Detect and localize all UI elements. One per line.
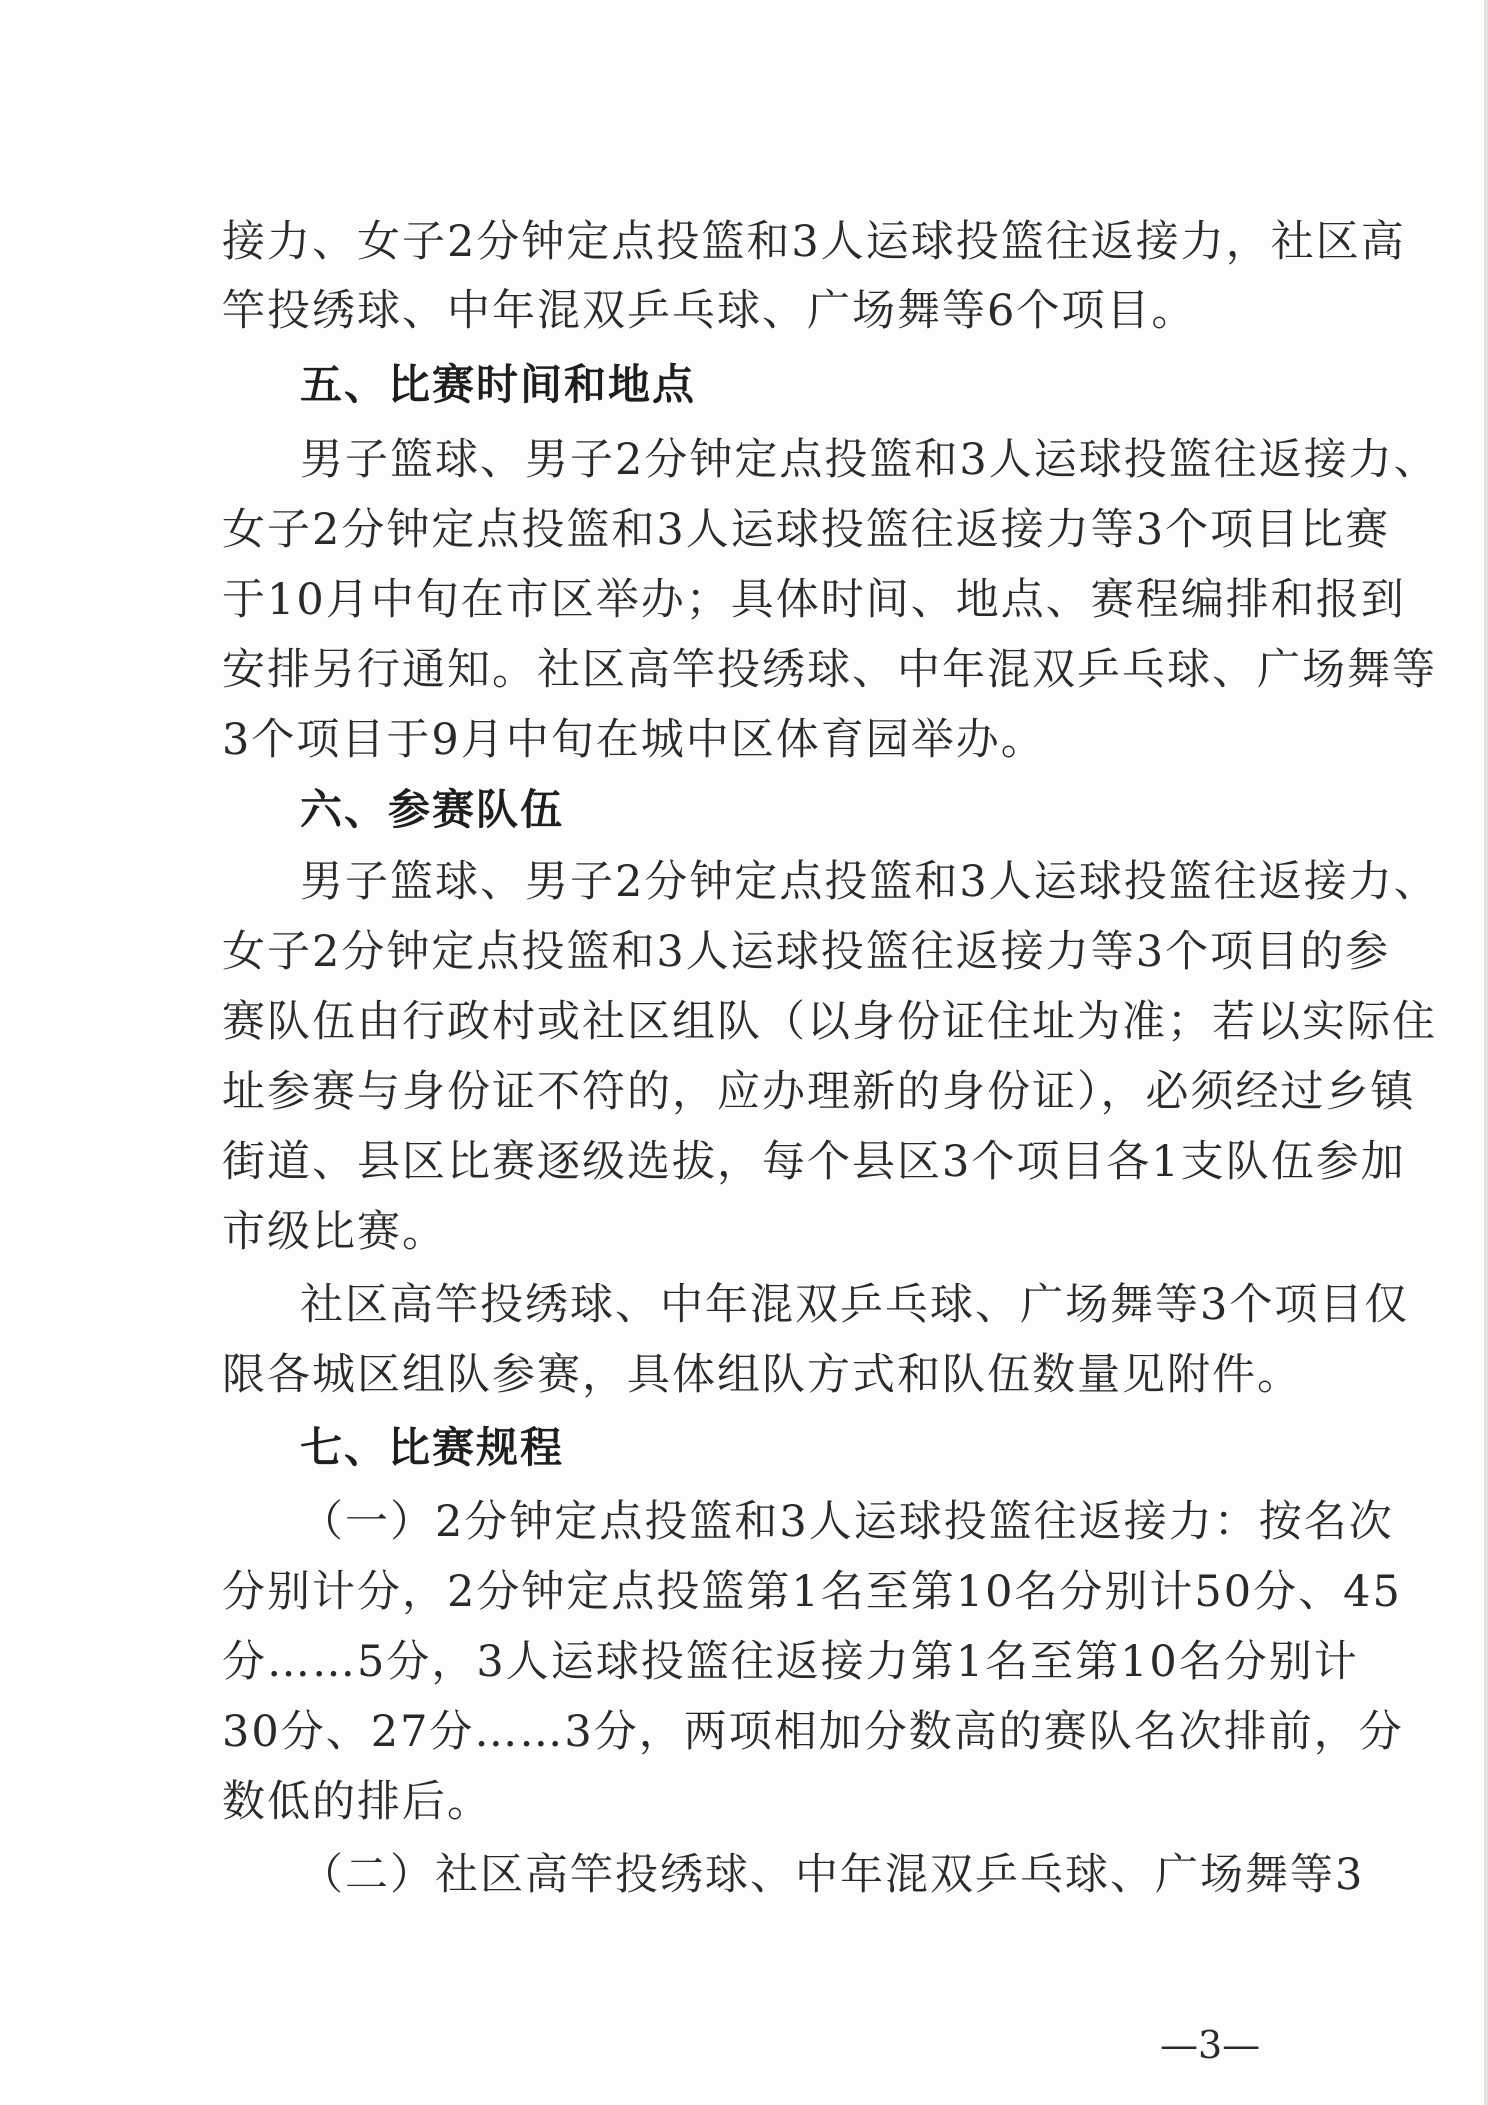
- body-text-line: 竿投绣球、中年混双乒乓球、广场舞等6个项目。: [222, 286, 1197, 336]
- body-text-line: 于10月中旬在市区举办；具体时间、地点、赛程编排和报到: [222, 575, 1406, 625]
- body-text-line: 女子2分钟定点投篮和3人运球投篮往返接力等3个项目的参: [222, 927, 1391, 977]
- body-text-line: 市级比赛。: [222, 1207, 447, 1257]
- section-heading-6: 六、参赛队伍: [300, 785, 565, 834]
- section-heading-7: 七、比赛规程: [300, 1423, 565, 1472]
- body-text-line: 街道、县区比赛逐级选拔，每个县区3个项目各1支队伍参加: [222, 1137, 1406, 1187]
- body-text-line: 数低的排后。: [222, 1777, 492, 1827]
- body-text-line: 安排另行通知。社区高竿投绣球、中年混双乒乓球、广场舞等: [222, 645, 1437, 695]
- body-text-line: 分……5分，3人运球投篮往返接力第1名至第10名分别计: [222, 1637, 1359, 1687]
- page-number: —3—: [1160, 2023, 1261, 2067]
- body-text-line: 限各城区组队参赛，具体组队方式和队伍数量见附件。: [222, 1350, 1302, 1400]
- section-heading-5: 五、比赛时间和地点: [300, 360, 697, 409]
- body-text-line: 3个项目于9月中旬在城中区体育园举办。: [222, 715, 1046, 765]
- body-text-line: 男子篮球、男子2分钟定点投篮和3人运球投篮往返接力、: [300, 857, 1439, 907]
- body-text-line: （二）社区高竿投绣球、中年混双乒乓球、广场舞等3: [300, 1850, 1365, 1900]
- body-text-line: 赛队伍由行政村或社区组队（以身份证住址为准；若以实际住: [222, 997, 1437, 1047]
- body-text-line: 社区高竿投绣球、中年混双乒乓球、广场舞等3个项目仅: [300, 1280, 1410, 1330]
- body-text-line: 男子篮球、男子2分钟定点投篮和3人运球投篮往返接力、: [300, 435, 1439, 485]
- body-text-line: 女子2分钟定点投篮和3人运球投篮往返接力等3个项目比赛: [222, 505, 1391, 555]
- body-text-line: （一）2分钟定点投篮和3人运球投篮往返接力：按名次: [300, 1497, 1394, 1547]
- scan-edge: [1484, 0, 1488, 2105]
- body-text-line: 接力、女子2分钟定点投篮和3人运球投篮往返接力，社区高: [222, 217, 1406, 267]
- body-text-line: 分别计分，2分钟定点投篮第1名至第10名分别计50分、45: [222, 1567, 1402, 1617]
- body-text-line: 址参赛与身份证不符的，应办理新的身份证），必须经过乡镇: [222, 1067, 1416, 1117]
- body-text-line: 30分、27分……3分，两项相加分数高的赛队名次排前，分: [222, 1707, 1404, 1757]
